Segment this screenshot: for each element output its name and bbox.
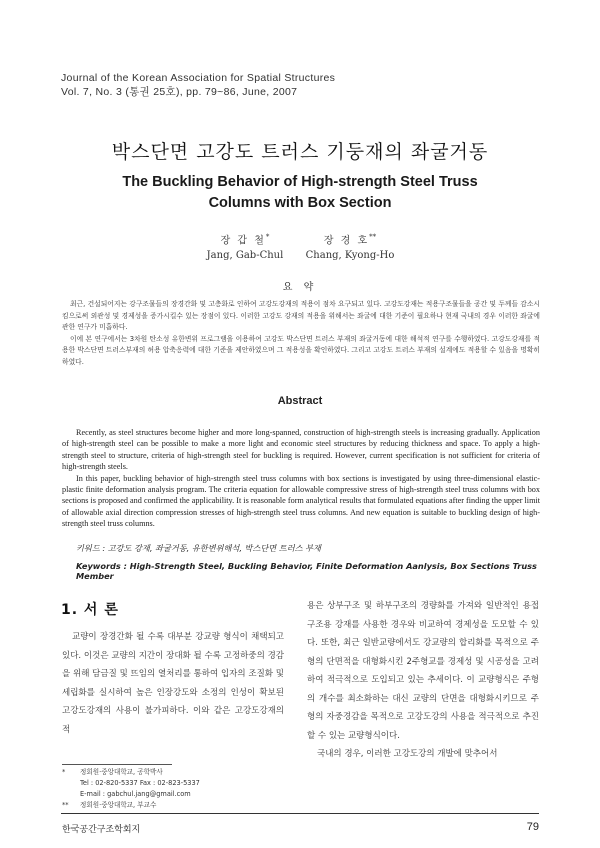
abstract-ko [62,299,540,368]
abstract-en-paragraph: In this paper, buckling behavior of high-strength steel truss columns with box sections is investigated by using three-dimensional elastic-plastic finite deformation analysis program. The criteria equation for allowable compressive stress of high-strength steel truss columns with box sections is proposed and confirmed the applicability. It is reasonable form analytical results that formulated equations after finding the upper limit of allowable axial direction compression stresses of high-strength steel truss columns. And new equation is suitable to buckling design of high-strength steel truss columns. [62,473,540,529]
title-english [0,172,600,214]
keywords-korean: 키워드 : 고강도 강재, 좌굴거동, 유한변위해석, 박스단면 트러스 부재 [76,543,321,553]
footnote-2-affiliation: 정회원·중앙대학교, 부교수 [80,801,157,809]
author-1-mark: * [265,233,270,241]
section-heading: 1. 서 론 [61,602,119,618]
footnote-2-mark: ** [62,801,69,809]
abstract-ko-paragraph: 이에 본 연구에서는 3차원 탄소성 유한변위 프로그램을 이용하여 고강도 박스단면 트러스 부재의 좌굴거동에 대한 해석적 연구를 수행하였다. 고강도강재를 적용한 박스단면 트러스부재의 허용 압축응력에 대한 기준을 제안하였으며 그 적용성을 확인하였다. 그리고 고강도 트러스 부재의 설계에도 적용할 수 있음을 명확히 하였다. [62,334,540,366]
title-korean: 박스단면 고강도 트러스 기둥재의 좌굴거동 [111,141,489,163]
footnotes [62,767,292,811]
abstract-ko-heading: 요 약 [282,282,318,293]
body-paragraph: 용은 상부구조 및 하부구조의 경량화를 가져와 일반적인 용접구조용 강재를 사용한 경우와 비교하여 경제성을 도모할 수 있다. 또한, 최근 일반교량에서도 강교량의 합리화를 목적으로 주형의 단면적을 대형화시킨 2주형교를 경제성 및 시공성을 고려하여 적극적으로 도입되고 있는 추세이다. 이 교량형식은 주형의 개수를 최소화하는 대신 교량의 단면을 대형화시키므로 주형의 자중경감을 목적으로 고강도강의 사용을 적극적으로 추진할 수 있는 교량형식이다. [307,601,539,741]
author-2-name-en: Chang, Kyong-Ho [305,250,395,262]
journal-header [61,71,335,99]
footnote-1-email: E-mail : gabchul.jang@gmail.com [80,790,191,798]
body-left-column [62,628,284,739]
body-paragraph: 교량이 장경간화 될 수록 대부분 강교량 형식이 채택되고 있다. 이것은 교량의 지간이 장대화 될 수록 고정하중의 경감을 위해 담금질 및 뜨임의 열처리를 통하여 입자의 조질화 및 세립화를 실시하여 높은 인장강도와 소정의 인성이 확보된 고강도강재의 사용이 불가피하다. 이와 같은 고강도강재의 적 [62,632,284,735]
author-1-name-en: Jang, Gab-Chul [206,250,284,262]
footnote-1-phone: Tel : 02-820-5337 Fax : 02-823-5337 [80,779,200,787]
keywords-english: Keywords : High-Strength Steel, Buckling Behavior, Finite Deformation Aanlysis, Box Sections Truss Member [76,561,537,581]
page-number: 79 [526,821,539,833]
title-english-line2: Columns with Box Section [208,195,392,211]
footnote-1-mark: * [62,768,66,776]
footer-society: 한국공간구조학회지 [62,825,141,835]
journal-name: Journal of the Korean Association for Spatial Structures [61,72,336,84]
title-english-line1: The Buckling Behavior of High-strength Steel Truss [122,174,478,190]
abstract-en [62,427,540,530]
footnote-2 [62,800,292,811]
footnote-divider [62,764,172,765]
footnote-1 [62,767,292,800]
author-1-name-ko: 장 갑 철 [220,235,266,247]
body-paragraph: 국내의 경우, 이러한 고강도강의 개발에 맞추어서 [317,749,498,759]
footer-divider [61,813,539,814]
author-2-name-ko: 장 경 호 [323,235,370,247]
abstract-en-paragraph: Recently, as steel structures become higher and more long-spanned, construction of high-strength steels is increasing gradually. Application of high-strength steel can be possible to make a more light and economic steel structures by reducing thickness and space. To apply a high-strength steel to structure, criteria of high-strength steel for buckling is required. However, current specification is not sufficient for criteria of high-strength steels. [62,428,540,472]
abstract-en-heading: Abstract [277,395,323,407]
body-right-column [307,597,539,764]
author-1 [195,230,295,263]
author-2 [300,230,400,263]
abstract-ko-paragraph: 최근, 건설되어지는 강구조물들의 장경간화 및 고층화로 인하여 고강도강재의 적용이 점차 요구되고 있다. 고강도강재는 적용구조물들을 공간 및 두께들 감소시킴으로써 외관성 및 경제성을 증가시킬수 있는 장점이 있다. 이러한 고강도 강재의 적용을 위해서는 좌굴에 대한 기준이 필요하나 현재 국내의 경우 이러한 좌굴에 관한 연구가 미흡하다. [62,300,540,331]
journal-volume: Vol. 7, No. 3 (통권 25호), pp. 79~86, June, 2007 [61,86,298,98]
author-2-mark: ** [369,233,377,241]
footnote-1-affiliation: 정회원·중앙대학교, 공학박사 [80,768,163,776]
